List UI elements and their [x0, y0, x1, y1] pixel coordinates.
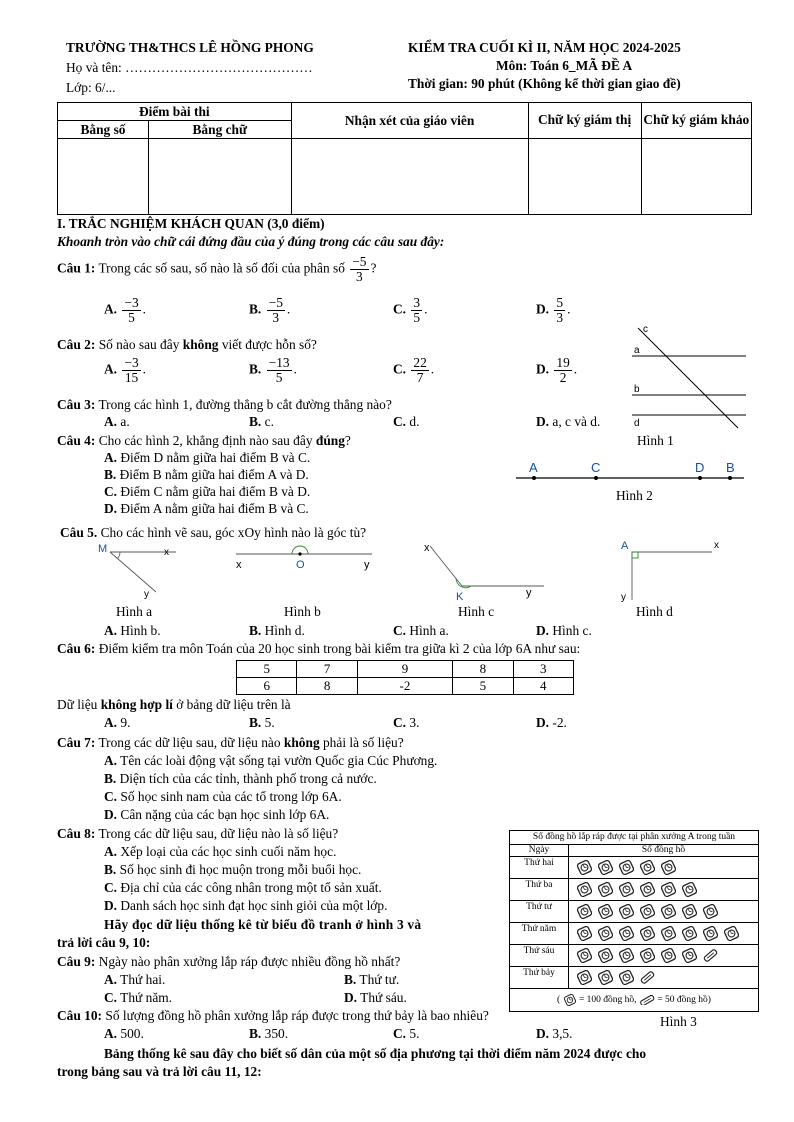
pictograph-day-header: Ngày: [510, 845, 569, 856]
school-name: TRƯỜNG TH&THCS LÊ HỒNG PHONG: [66, 40, 314, 55]
student-name-field: Họ và tên: ……………………………………: [66, 60, 313, 75]
question-8: Câu 8: Trong các dữ liệu sau, dữ liệu nào là số liệu?: [57, 826, 339, 841]
question-4: Câu 4: Cho các hình 2, khẳng định nào sau đây đúng?: [57, 433, 351, 448]
q10-option-a[interactable]: A. 500.: [104, 1026, 144, 1041]
q9-option-d[interactable]: D. Thứ sáu.: [344, 990, 407, 1005]
label-d: d: [634, 418, 640, 429]
clock-icon: [682, 948, 697, 963]
q2-option-b[interactable]: B. $\frac{-13}{5}$ .: [249, 355, 297, 386]
figure-a: [90, 540, 190, 602]
q10-option-c[interactable]: C. 5.: [393, 1026, 420, 1041]
svg-text:y: y: [144, 589, 149, 600]
pictograph-icons: [569, 901, 758, 922]
pictograph-day: Thứ năm: [510, 923, 569, 944]
q1-option-a[interactable]: A. $\frac{-3}{5}$ .: [104, 295, 146, 326]
pictograph-legend: ( = 100 đồng hồ, = 50 đồng hồ): [557, 995, 711, 1005]
q4-option-a[interactable]: A. Điểm D nằm giữa hai điểm B và C.: [104, 450, 311, 465]
pictograph-day: Thứ tư: [510, 901, 569, 922]
q9-option-a[interactable]: A. Thứ hai.: [104, 972, 166, 987]
figure-1: [624, 322, 748, 430]
q6-option-d[interactable]: D. -2.: [536, 715, 567, 730]
point-a-dot: [532, 476, 536, 480]
q4-option-b[interactable]: B. Điểm B nằm giữa hai điểm A và D.: [104, 467, 309, 482]
figure-2-caption: Hình 2: [616, 488, 653, 503]
q2-option-d[interactable]: D. $\frac{19}{2}$ .: [536, 355, 578, 386]
clock-icon: [703, 904, 718, 919]
label-a: a: [634, 345, 640, 356]
svg-text:K: K: [456, 591, 464, 602]
q4-option-d[interactable]: D. Điểm A nằm giữa hai điểm B và C.: [104, 501, 309, 516]
svg-text:x: x: [164, 547, 169, 558]
clock-icon: [598, 882, 613, 897]
q5-option-c[interactable]: C. Hình a.: [393, 623, 449, 638]
pictograph-icons: [569, 967, 758, 988]
pictograph-icons: [569, 879, 758, 900]
clock-icon: [598, 860, 613, 875]
point-a-label: A: [529, 460, 538, 475]
svg-text:y: y: [364, 559, 370, 571]
q5-option-b[interactable]: B. Hình d.: [249, 623, 305, 638]
label-b: b: [634, 384, 640, 395]
pictograph-icons: [569, 945, 758, 966]
figure-1-caption: Hình 1: [637, 433, 674, 448]
svg-text:y: y: [526, 587, 532, 599]
q8-option-c[interactable]: C. Địa chỉ của các công nhân trong một tổ sản xuất.: [104, 880, 382, 895]
question-6: Câu 6: Điểm kiểm tra môn Toán của 20 học sinh trong bài kiểm tra giữa kì 2 của lớp 6A như sau:: [57, 641, 581, 656]
pictograph-intro-2: trả lời câu 9, 10:: [57, 935, 151, 950]
score-data-table: [236, 660, 574, 695]
line-c: [638, 328, 738, 428]
clock-icon: [577, 860, 592, 875]
data-cell: 8: [453, 661, 513, 678]
figure-d-caption: Hình d: [636, 604, 673, 619]
svg-text:M: M: [98, 543, 108, 555]
section-instruction: Khoanh tròn vào chữ cái đứng đầu của ý đúng trong các câu sau đây:: [57, 234, 445, 249]
q6-option-a[interactable]: A. 9.: [104, 715, 131, 730]
clock-icon: [598, 948, 613, 963]
q1-option-c[interactable]: C. $\frac{3}{5}$ .: [393, 295, 428, 326]
question-7: Câu 7: Trong các dữ liệu sau, dữ liệu nào không phải là số liệu?: [57, 735, 404, 750]
exam-time: Thời gian: 90 phút (Không kể thời gian giao đề): [408, 76, 681, 91]
q3-option-d[interactable]: D. a, c và d.: [536, 414, 601, 429]
examiner-cell: [641, 139, 751, 215]
by-number-header: Bằng số: [58, 121, 149, 139]
figure-3-caption: Hình 3: [660, 1014, 697, 1029]
half-clock-icon: [703, 948, 718, 963]
clock-icon: [577, 904, 592, 919]
q5-option-d[interactable]: D. Hình c.: [536, 623, 592, 638]
q7-option-c[interactable]: C. Số học sinh nam của các tổ trong lớp 6A.: [104, 789, 342, 804]
by-words-header: Bằng chữ: [149, 121, 292, 139]
clock-icon: [640, 904, 655, 919]
data-cell: 7: [297, 661, 357, 678]
clock-icon: [577, 948, 592, 963]
q9-option-b[interactable]: B. Thứ tư.: [344, 972, 400, 987]
point-c-dot: [594, 476, 598, 480]
section-title: I. TRẮC NGHIỆM KHÁCH QUAN (3,0 điểm): [57, 216, 325, 231]
q6-option-c[interactable]: C. 3.: [393, 715, 420, 730]
clock-icon: [598, 904, 613, 919]
pictograph-row: [510, 879, 758, 901]
q3-option-c[interactable]: C. d.: [393, 414, 420, 429]
pictograph-day: Thứ ba: [510, 879, 569, 900]
q10-option-d[interactable]: D. 3,5.: [536, 1026, 573, 1041]
q2-option-c[interactable]: C. $\frac{22}{7}$ .: [393, 355, 435, 386]
svg-text:y: y: [621, 592, 626, 602]
clock-icon: [682, 904, 697, 919]
clock-icon: [619, 882, 634, 897]
question-9: Câu 9: Ngày nào phân xưởng lắp ráp được nhiều đồng hồ nhất?: [57, 954, 401, 969]
pictograph-icons: [569, 923, 758, 944]
pictograph-row: [510, 857, 758, 879]
data-cell: 5: [453, 678, 513, 695]
question-10: Câu 10: Số lượng đồng hồ phân xưởng lắp ráp được trong thứ bảy là bao nhiêu?: [57, 1008, 489, 1023]
q7-option-d[interactable]: D. Cân nặng của các bạn học sinh lớp 6A.: [104, 807, 330, 822]
figure-2: [514, 458, 746, 488]
proctor-cell: [528, 139, 641, 215]
pictograph-intro-1: Hãy đọc dữ liệu thống kê từ biểu đồ tranh ở hình 3 và: [104, 917, 422, 932]
figure-d: [612, 538, 732, 602]
clock-icon: [661, 860, 676, 875]
q8-option-b[interactable]: B. Số học sinh đi học muộn trong mỗi buổi học.: [104, 862, 362, 877]
clock-icon: [661, 882, 676, 897]
point-c-label: C: [591, 460, 601, 475]
comment-cell: [291, 139, 528, 215]
clock-icon: [563, 994, 577, 1006]
clock-icon: [577, 970, 592, 985]
score-words-cell: [149, 139, 292, 215]
clock-icon: [661, 948, 676, 963]
score-table: [57, 102, 752, 215]
q2-option-a[interactable]: A. $\frac{-3}{15}$ .: [104, 355, 146, 386]
q3-option-a[interactable]: A. a.: [104, 414, 130, 429]
pictograph-row: [510, 967, 758, 989]
point-d-dot: [698, 476, 702, 480]
pictograph-row: [510, 945, 758, 967]
proctor-header: Chữ ký giám thị: [528, 103, 641, 139]
comment-header: Nhận xét của giáo viên: [291, 103, 528, 139]
figure-c: [418, 538, 548, 602]
pictograph-icons: [569, 857, 758, 878]
clock-icon: [619, 926, 634, 941]
pictograph-day: Thứ hai: [510, 857, 569, 878]
clock-icon: [577, 882, 592, 897]
pictograph-title: Số đồng hồ lắp ráp được tại phân xưởng A trong tuần: [510, 831, 758, 845]
figure-a-caption: Hình a: [116, 604, 153, 619]
data-cell: 4: [513, 678, 573, 695]
clock-icon: [619, 948, 634, 963]
q1-option-d[interactable]: D. $\frac{5}{3}$ .: [536, 295, 571, 326]
q5-option-a[interactable]: A. Hình b.: [104, 623, 161, 638]
pictograph-day: Thứ bảy: [510, 967, 569, 988]
figure-b-caption: Hình b: [284, 604, 321, 619]
q8-option-a[interactable]: A. Xếp loại của các học sinh cuối năm học.: [104, 844, 337, 859]
clock-icon: [703, 926, 718, 941]
question-5: Câu 5. Cho các hình vẽ sau, góc xOy hình nào là góc tù?: [60, 525, 367, 540]
exam-subject: Môn: Toán 6_MÃ ĐỀ A: [496, 58, 633, 73]
pictograph-count-header: Số đồng hồ: [641, 845, 686, 855]
point-b-label: B: [726, 460, 735, 475]
figure-b: [232, 538, 382, 578]
q8-option-d[interactable]: D. Danh sách học sinh đạt học sinh giỏi của một lớp.: [104, 898, 388, 913]
clock-icon: [661, 926, 676, 941]
question-2: Câu 2: Số nào sau đây không viết được hỗn số?: [57, 337, 317, 352]
q6-option-b[interactable]: B. 5.: [249, 715, 275, 730]
closing-line-2: trong bảng sau và trả lời câu 11, 12:: [57, 1064, 262, 1079]
pictograph-row: [510, 901, 758, 923]
score-header: Điểm bài thi: [58, 103, 292, 121]
data-cell: -2: [357, 678, 452, 695]
clock-icon: [598, 970, 613, 985]
q4-option-c[interactable]: C. Điểm C nằm giữa hai điểm B và D.: [104, 484, 311, 499]
exam-title: KIỂM TRA CUỐI KÌ II, NĂM HỌC 2024-2025: [408, 40, 681, 55]
svg-text:x: x: [424, 542, 430, 554]
clock-icon: [619, 970, 634, 985]
examiner-header: Chữ ký giám khảo: [641, 103, 751, 139]
svg-text:A: A: [621, 540, 629, 552]
q7-option-b[interactable]: B. Diện tích của các tỉnh, thành phố trong cả nước.: [104, 771, 377, 786]
question-6-followup: Dữ liệu không hợp lí ở bảng dữ liệu trên là: [57, 697, 291, 712]
clock-icon: [619, 904, 634, 919]
svg-text:x: x: [236, 559, 242, 571]
half-clock-icon: [639, 995, 655, 1005]
pictograph-row: [510, 923, 758, 945]
pictograph-day: Thứ sáu: [510, 945, 569, 966]
class-field: Lớp: 6/...: [66, 80, 116, 95]
clock-icon: [619, 860, 634, 875]
data-cell: 6: [237, 678, 297, 695]
point-d-label: D: [695, 460, 705, 475]
data-cell: 3: [513, 661, 573, 678]
q9-option-c[interactable]: C. Thứ năm.: [104, 990, 173, 1005]
q10-option-b[interactable]: B. 350.: [249, 1026, 289, 1041]
svg-text:O: O: [296, 559, 305, 571]
label-c: c: [643, 324, 648, 335]
clock-icon: [577, 926, 592, 941]
point-b-dot: [728, 476, 732, 480]
data-cell: 8: [297, 678, 357, 695]
data-cell: 9: [357, 661, 452, 678]
half-clock-icon: [640, 970, 655, 985]
score-number-cell: [58, 139, 149, 215]
clock-icon: [682, 926, 697, 941]
clock-icon: [640, 926, 655, 941]
pictograph: [509, 830, 759, 1012]
q7-option-a[interactable]: A. Tên các loài động vật sống tại vườn Quốc gia Cúc Phương.: [104, 753, 438, 768]
q1-option-b[interactable]: B. $\frac{-5}{3}$ .: [249, 295, 291, 326]
clock-icon: [640, 860, 655, 875]
clock-icon: [661, 904, 676, 919]
question-1: Câu 1: Trong các số sau, số nào là số đối của phân số $\frac{-5}{3}$ ?: [57, 254, 377, 285]
clock-icon: [724, 926, 739, 941]
figure-c-caption: Hình c: [458, 604, 495, 619]
svg-text:x: x: [714, 540, 719, 551]
clock-icon: [598, 926, 613, 941]
question-3: Câu 3: Trong các hình 1, đường thẳng b cắt đường thẳng nào?: [57, 397, 392, 412]
clock-icon: [640, 882, 655, 897]
data-cell: 5: [237, 661, 297, 678]
clock-icon: [640, 948, 655, 963]
closing-line-1: Bảng thống kê sau đây cho biết số dân của một số địa phương tại thời điểm năm 2024 được cho: [104, 1046, 647, 1061]
clock-icon: [682, 882, 697, 897]
q3-option-b[interactable]: B. c.: [249, 414, 274, 429]
